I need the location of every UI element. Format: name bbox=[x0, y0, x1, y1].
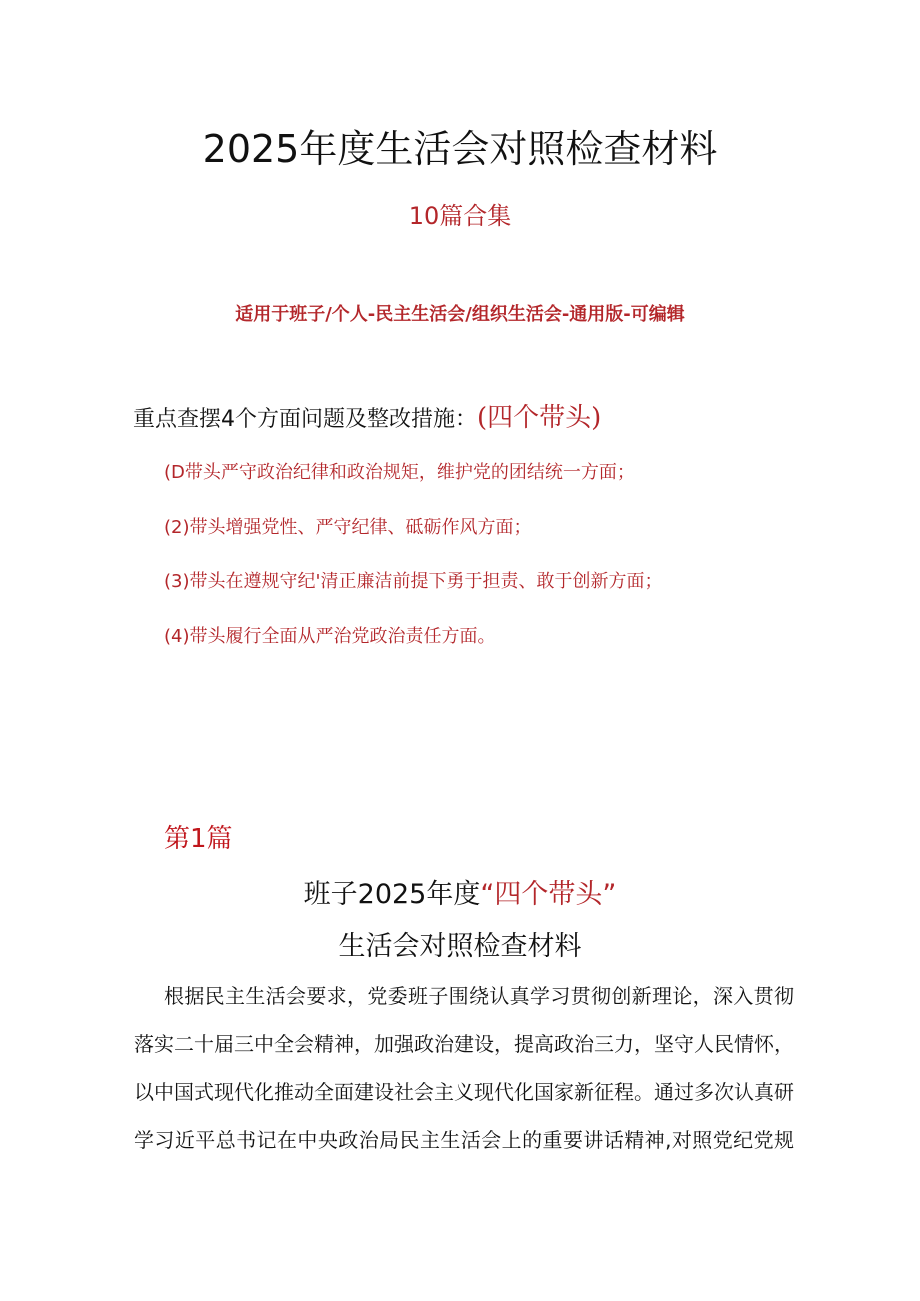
article-title-line1 bbox=[0, 872, 920, 911]
article-title-line2: 生活会对照检查材料 bbox=[338, 931, 582, 962]
article-label: 第1篇 bbox=[164, 824, 233, 854]
article-title-quote: “四个带头” bbox=[480, 879, 617, 910]
focus-item-1: (D带头严守政治纪律和政治规矩，维护党的团结统一方面； bbox=[164, 462, 635, 483]
paragraph-line-2: 落实二十届三中全会精神，加强政治建设，提高政治三力，坚守人民情怀， bbox=[134, 1032, 794, 1056]
collection-subtitle: 10篇合集 bbox=[408, 202, 512, 230]
paragraph-line-4: 学习近平总书记在中央政治局民主生活会上的重要讲话精神,对照党纪党规 bbox=[134, 1128, 794, 1152]
paragraph-line-3: 以中国式现代化推动全面建设社会主义现代化国家新征程。通过多次认真研 bbox=[134, 1080, 794, 1104]
focus-item-3: (3)带头在遵规守纪'清正廉洁前提下勇于担责、敢于创新方面； bbox=[164, 571, 663, 592]
focus-item-4: (4)带头履行全面从严治党政治责任方面。 bbox=[164, 626, 496, 647]
paragraph-line-1: 根据民主生活会要求，党委班子围绕认真学习贯彻创新理论，深入贯彻 bbox=[164, 984, 794, 1008]
focus-item-2: (2)带头增强党性、严守纪律、砥砺作风方面； bbox=[164, 517, 532, 538]
focus-heading bbox=[133, 397, 601, 434]
document-title: 2025年度生活会对照检查材料 bbox=[202, 127, 718, 171]
focus-lead: 重点查摆4个方面问题及整改措施： bbox=[133, 407, 477, 432]
article-title-prefix: 班子2025年度 bbox=[303, 879, 481, 910]
scope-note: 适用于班子/个人-民主生活会/组织生活会-通用版-可编辑 bbox=[235, 304, 685, 325]
focus-highlight: (四个带头) bbox=[477, 403, 602, 433]
